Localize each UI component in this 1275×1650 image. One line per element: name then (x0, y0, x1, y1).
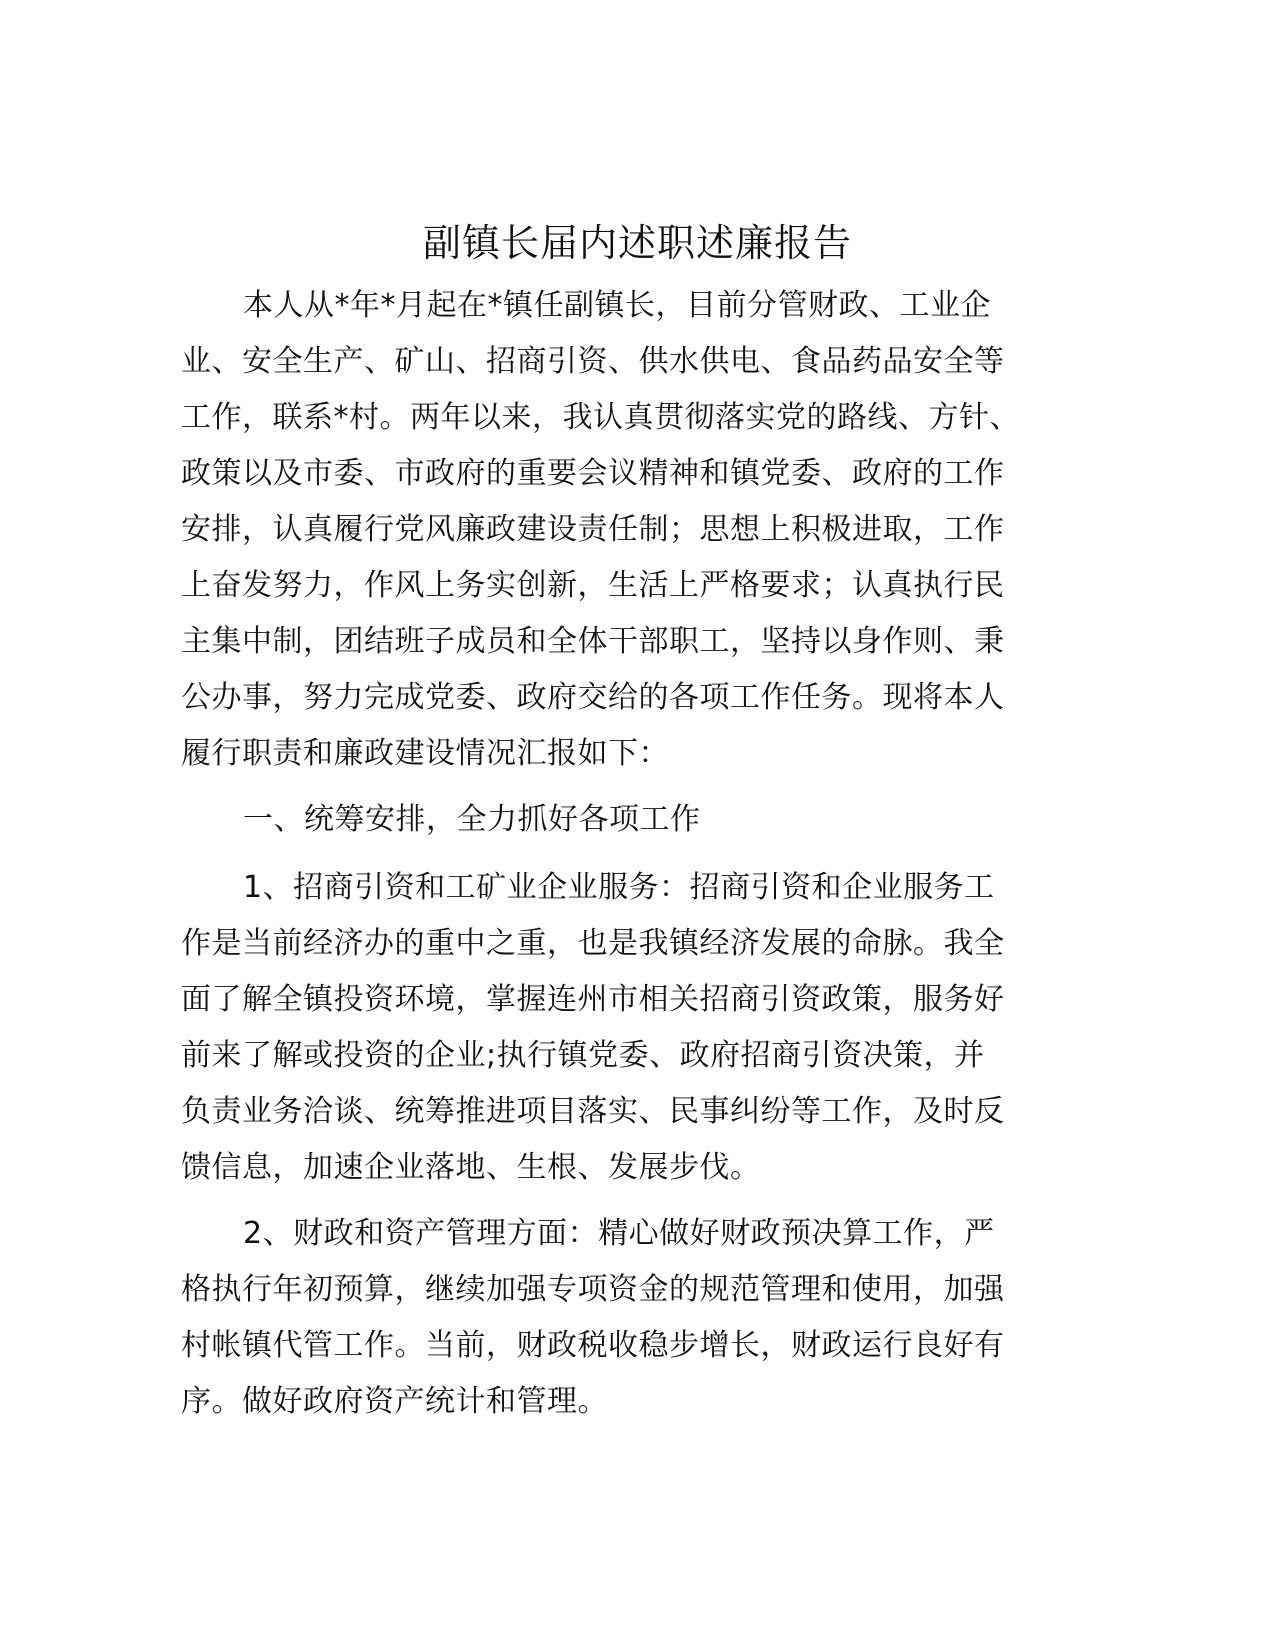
text-line: 履行职责和廉政建设情况汇报如下： (181, 736, 669, 771)
text-line: 安排，认真履行党风廉政建设责任制；思想上积极进取，工作 (181, 512, 1005, 547)
text-line: 序。做好政府资产统计和管理。 (181, 1384, 608, 1419)
section-heading-text: 一、统筹安排，全力抓好各项工作 (243, 802, 701, 837)
text-line: 面了解全镇投资环境，掌握连州市相关招商引资政策，服务好 (181, 982, 1005, 1017)
text-line: 公办事，努力完成党委、政府交给的各项工作任务。现将本人 (181, 680, 1005, 715)
text-line: 上奋发努力，作风上务实创新，生活上严格要求；认真执行民 (181, 568, 1005, 603)
text-line: 1、招商引资和工矿业企业服务：招商引资和企业服务工 (243, 870, 995, 905)
text-line: 业、安全生产、矿山、招商引资、供水供电、食品药品安全等 (181, 344, 1005, 379)
text-line: 馈信息，加速企业落地、生根、发展步伐。 (181, 1150, 761, 1185)
document-title: 副镇长届内述职述廉报告 (422, 221, 852, 265)
text-line: 格执行年初预算，继续加强专项资金的规范管理和使用，加强 (181, 1272, 1005, 1307)
text-line: 工作，联系*村。两年以来，我认真贯彻落实党的路线、方针、 (181, 400, 1020, 435)
text-line: 负责业务洽谈、统筹推进项目落实、民事纠纷等工作，及时反 (181, 1094, 1005, 1129)
text-line: 主集中制，团结班子成员和全体干部职工，坚持以身作则、秉 (181, 624, 1005, 659)
text-line: 前来了解或投资的企业;执行镇党委、政府招商引资决策，并 (181, 1038, 985, 1073)
text-line: 政策以及市委、市政府的重要会议精神和镇党委、政府的工作 (181, 456, 1005, 491)
text-line: 2、财政和资产管理方面：精心做好财政预决算工作，严 (243, 1216, 995, 1251)
text-line: 村帐镇代管工作。当前，财政税收稳步增长，财政运行良好有 (181, 1328, 1005, 1363)
text-line: 本人从*年*月起在*镇任副镇长，目前分管财政、工业企 (243, 288, 991, 323)
text-line: 作是当前经济办的重中之重，也是我镇经济发展的命脉。我全 (181, 926, 1005, 961)
